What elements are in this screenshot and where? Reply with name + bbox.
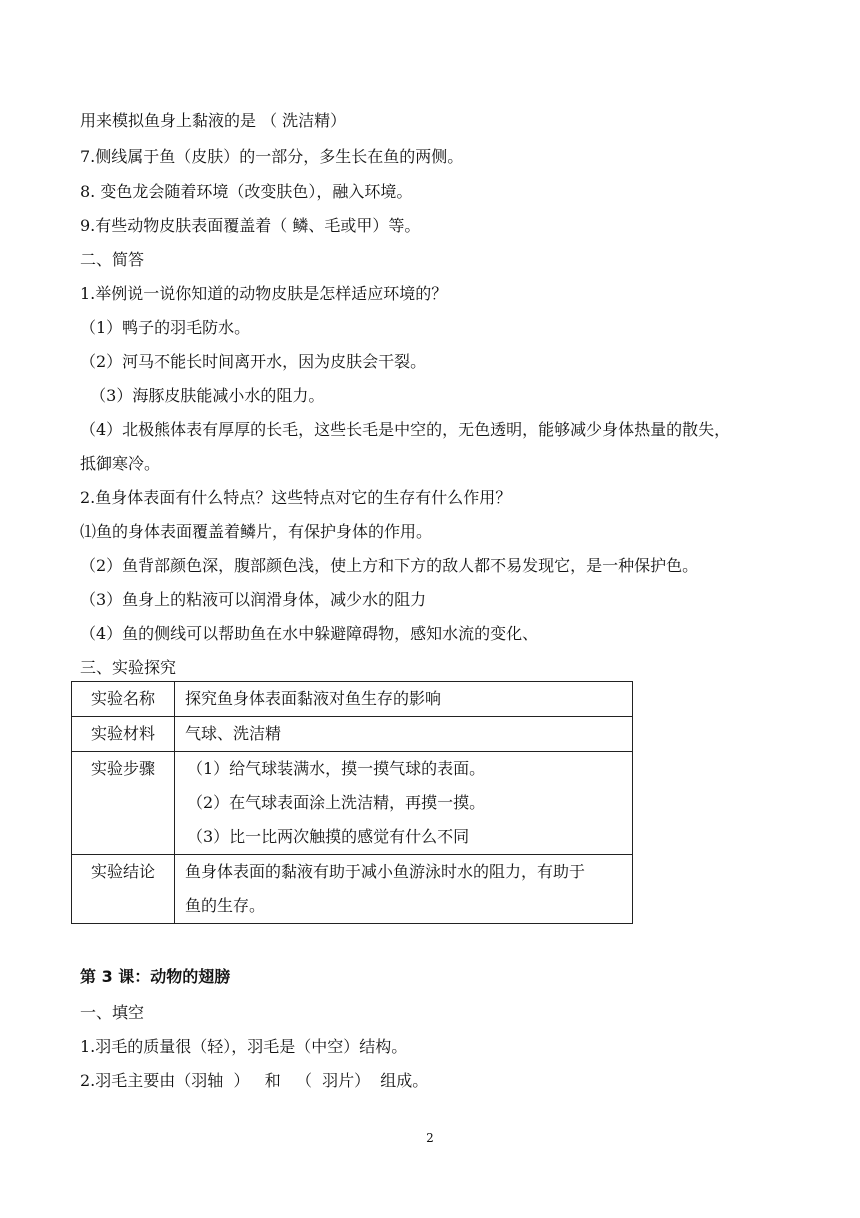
- section-heading: 一、填空: [80, 1003, 145, 1022]
- text-line: 9.有些动物皮肤表面覆盖着（ 鳞、毛或甲）等。: [80, 216, 421, 235]
- answer-line: （4）北极熊体表有厚厚的长毛，这些长毛是中空的，无色透明，能够减少身体热量的散失，: [80, 420, 731, 439]
- table-row: [72, 752, 633, 855]
- section-heading: 三、实验探究: [80, 658, 177, 677]
- table-value: 鱼身体表面的黏液有助于减小鱼游泳时水的阻力，有助于 鱼的生存。: [175, 855, 633, 924]
- text-line: 2.羽毛主要由（羽轴 ） 和 （ 羽片） 组成。: [80, 1071, 429, 1090]
- answer-line: （3）海豚皮肤能减小水的阻力。: [80, 386, 325, 405]
- answer-line: ⑴鱼的身体表面覆盖着鳞片，有保护身体的作用。: [80, 522, 433, 541]
- answer-line: （2）河马不能长时间离开水，因为皮肤会干裂。: [80, 352, 427, 371]
- text-line: 8. 变色龙会随着环境（改变肤色），融入环境。: [80, 182, 413, 201]
- page-number: 2: [426, 1131, 434, 1145]
- experiment-table: [71, 681, 633, 924]
- table-value: 探究鱼身体表面黏液对鱼生存的影响: [175, 682, 633, 717]
- table-key: 实验名称: [72, 682, 175, 717]
- answer-line: （3）鱼身上的粘液可以润滑身体，减少水的阻力: [80, 590, 427, 609]
- table-row: [72, 717, 633, 752]
- section-heading: 二、简答: [80, 250, 145, 269]
- text-line: 用来模拟鱼身上黏液的是 （ 洗洁精）: [80, 111, 347, 130]
- table-row: [72, 855, 633, 924]
- answer-line: （1）鸭子的羽毛防水。: [80, 318, 251, 337]
- table-value: （1）给气球装满水，摸一摸气球的表面。 （2）在气球表面涂上洗洁精，再摸一摸。 （3）比一比两次触摸的感觉有什么不同: [175, 752, 633, 855]
- text-line: 1.羽毛的质量很（轻），羽毛是（中空）结构。: [80, 1037, 408, 1056]
- table-value: 气球、洗洁精: [175, 717, 633, 752]
- table-key: 实验步骤: [72, 752, 175, 855]
- question: 1.举例说一说你知道的动物皮肤是怎样适应环境的？: [80, 284, 448, 303]
- table-key: 实验材料: [72, 717, 175, 752]
- table-key: 实验结论: [72, 855, 175, 924]
- answer-line: （4）鱼的侧线可以帮助鱼在水中躲避障碍物，感知水流的变化、: [80, 624, 539, 643]
- answer-line: 抵御寒冷。: [80, 454, 161, 473]
- lesson-title: 第 3 课：动物的翅膀: [80, 967, 231, 986]
- answer-line: （2）鱼背部颜色深，腹部颜色浅，使上方和下方的敌人都不易发现它，是一种保护色。: [80, 556, 699, 575]
- text-line: 7.侧线属于鱼（皮肤）的一部分，多生长在鱼的两侧。: [80, 147, 464, 166]
- table-row: [72, 682, 633, 717]
- question: 2.鱼身体表面有什么特点？这些特点对它的生存有什么作用？: [80, 488, 512, 507]
